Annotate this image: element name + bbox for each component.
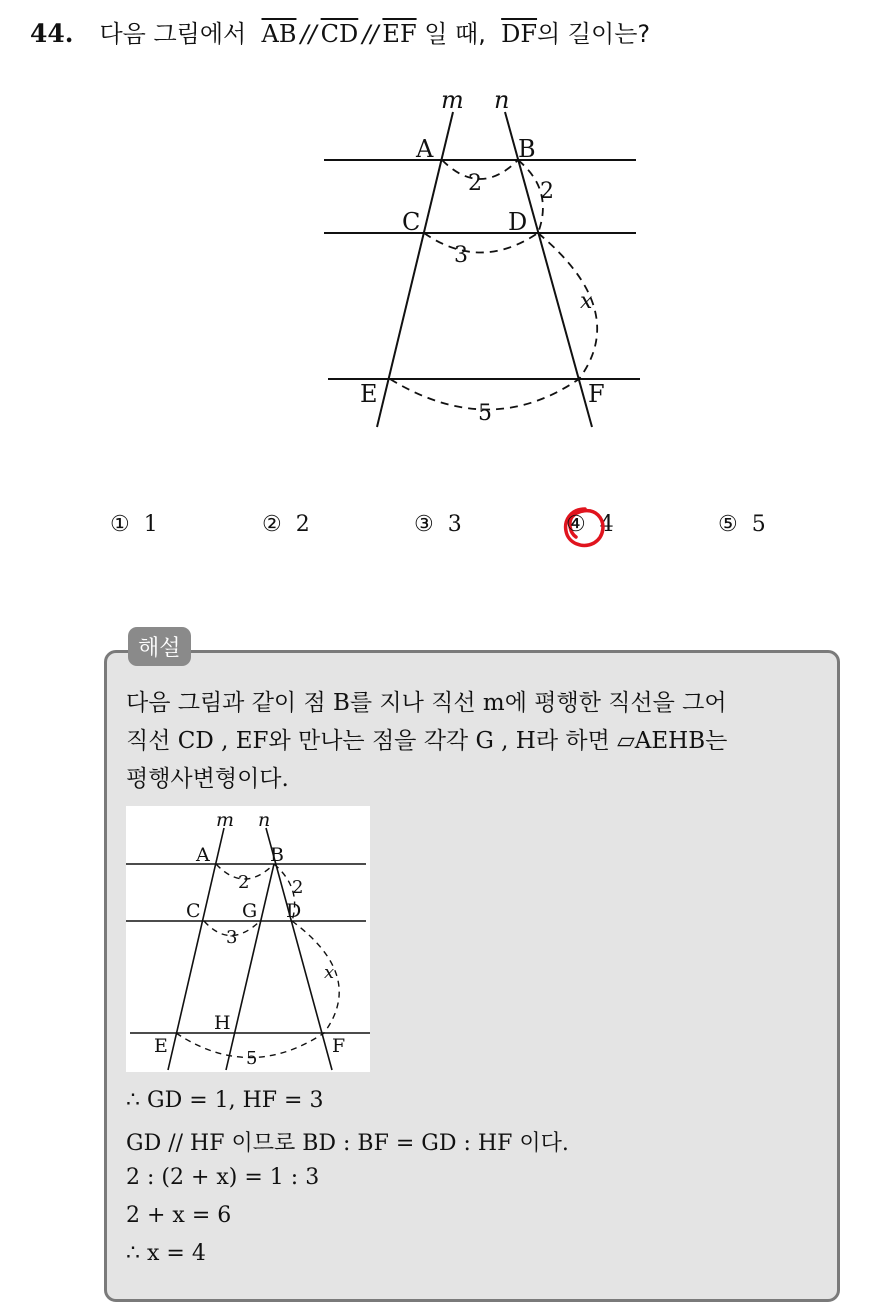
math-line-4: 2 + x = 6 xyxy=(126,1203,232,1228)
length-df: x xyxy=(324,962,335,983)
line-bh xyxy=(226,864,274,1070)
choice-3[interactable] xyxy=(414,512,462,537)
choice-5[interactable] xyxy=(718,512,766,537)
math-line-1: ∴ GD = 1, HF = 3 xyxy=(126,1088,324,1113)
label-c: C xyxy=(402,208,421,236)
choice-value: 5 xyxy=(751,512,766,537)
question-suffix: 의 길이는? xyxy=(537,20,651,48)
solution-paragraph xyxy=(126,684,826,798)
choice-1[interactable] xyxy=(110,512,158,537)
label-a: A xyxy=(196,844,210,866)
choice-number: ⑤ xyxy=(718,512,738,537)
question-number: 44. xyxy=(30,19,74,48)
label-b: B xyxy=(518,135,536,163)
choice-value: 2 xyxy=(295,512,310,537)
segment-df: $\overline{DF}$ xyxy=(501,20,538,48)
choice-4[interactable] xyxy=(566,512,614,537)
choice-number: ① xyxy=(110,512,130,537)
label-a: A xyxy=(416,135,434,163)
parallel-symbol: // xyxy=(362,20,379,48)
question-header xyxy=(30,14,650,49)
question-prefix: 다음 그림에서 xyxy=(99,20,247,48)
solution-figure xyxy=(126,806,370,1072)
parallel-symbol: // xyxy=(300,20,317,48)
label-m: m xyxy=(441,86,464,114)
figure-parallel-lines xyxy=(310,80,650,440)
label-d: D xyxy=(286,900,302,922)
length-bd: 2 xyxy=(292,877,304,898)
length-ab: 2 xyxy=(468,171,482,196)
choice-value: 1 xyxy=(143,512,158,537)
label-c: C xyxy=(186,900,201,922)
segment-ef: $\overline{EF}$ xyxy=(382,20,417,48)
length-df: x xyxy=(580,289,593,314)
question-mid: 일 때, xyxy=(424,20,486,48)
label-n: n xyxy=(258,809,271,831)
segment-cd: $\overline{CD}$ xyxy=(320,20,359,48)
label-e: E xyxy=(360,380,378,408)
label-e: E xyxy=(154,1035,168,1057)
answer-choices xyxy=(110,512,810,552)
solution-line-2: 직선 CD , EF와 만나는 점을 각각 G , H라 하면 ▱AEHB는 xyxy=(126,728,728,754)
choice-2[interactable] xyxy=(262,512,310,537)
choice-number: ④ xyxy=(566,512,586,537)
label-h: H xyxy=(214,1012,231,1034)
choice-value: 3 xyxy=(447,512,462,537)
label-d: D xyxy=(508,208,528,236)
choice-number: ③ xyxy=(414,512,434,537)
length-ab: 2 xyxy=(238,872,250,893)
length-ef: 5 xyxy=(246,1048,258,1069)
solution-tag: 해설 xyxy=(128,627,191,666)
solution-line-1: 다음 그림과 같이 점 B를 지나 직선 m에 평행한 직선을 그어 xyxy=(126,690,727,716)
length-ef: 5 xyxy=(478,401,492,426)
segment-ab: $\overline{AB}$ xyxy=(261,20,297,48)
math-line-5: ∴ x = 4 xyxy=(126,1241,206,1266)
choice-number: ② xyxy=(262,512,282,537)
math-line-2: GD // HF 이므로 BD : BF = GD : HF 이다. xyxy=(126,1131,569,1156)
math-line-3: 2 : (2 + x) = 1 : 3 xyxy=(126,1165,320,1190)
solution-line-3: 평행사변형이다. xyxy=(126,766,289,792)
choice-value: 4 xyxy=(599,512,614,537)
label-f: F xyxy=(332,1035,346,1057)
label-m: m xyxy=(216,809,235,831)
label-b: B xyxy=(270,844,284,866)
label-n: n xyxy=(494,86,510,114)
label-g: G xyxy=(242,900,258,922)
length-bd: 2 xyxy=(540,179,554,204)
label-f: F xyxy=(588,380,605,408)
question-text xyxy=(100,14,651,49)
length-cd: 3 xyxy=(454,243,468,268)
length-cg: 3 xyxy=(226,927,238,948)
